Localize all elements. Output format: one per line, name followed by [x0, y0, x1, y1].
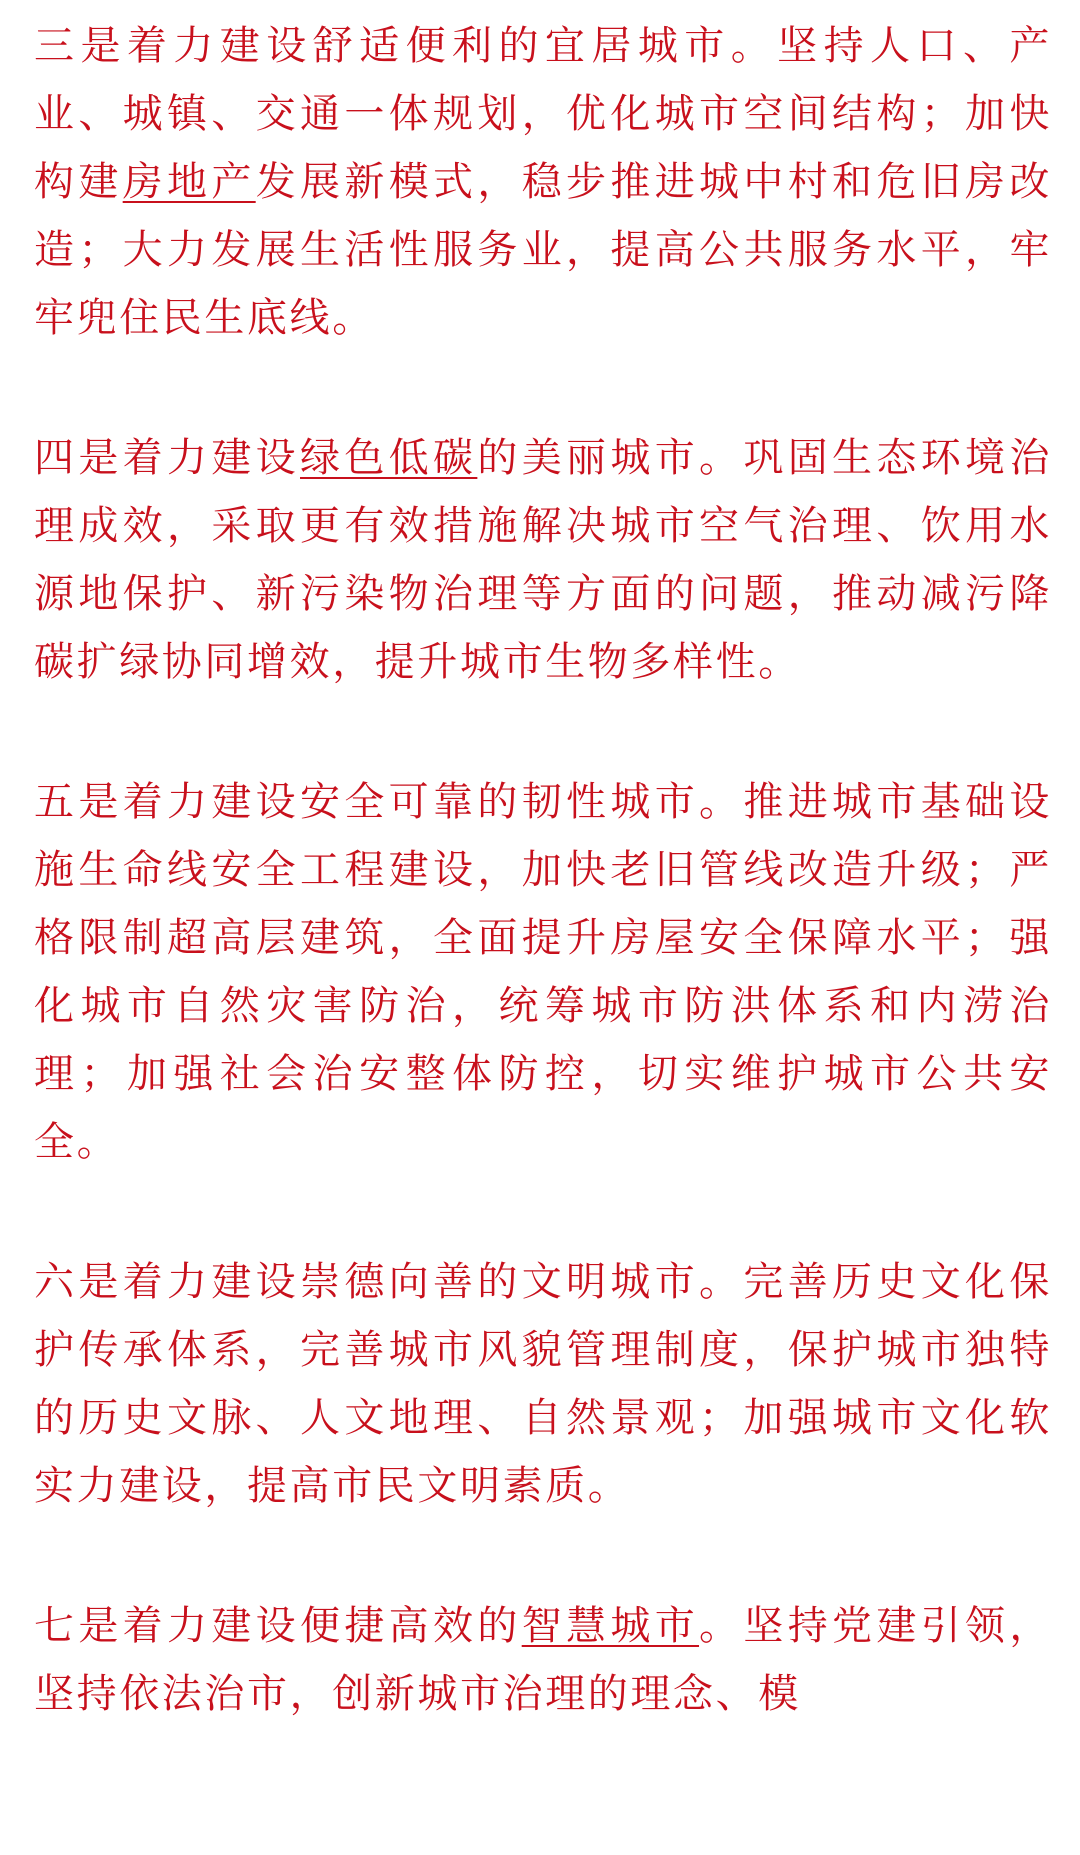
paragraph-green-city	[34, 424, 1052, 696]
paragraph-text: 的美丽城市。巩固生态环境治理成效，采取更有效措施解决城市空气治理、饮用水源地保护、新污染物治理等方面的问题，推动减污降碳扩绿协同增效，提升城市生物多样性。	[34, 435, 1052, 685]
paragraph-civilized-city	[34, 1248, 1052, 1520]
paragraph-text: 七是着力建设便捷高效的	[34, 1603, 522, 1649]
keyword-link-green-low-carbon[interactable]: 绿色低碳	[300, 435, 478, 481]
paragraph-text: 发展新模式，稳步推进城中村和危旧房改造；大力发展生活性服务业，提高公共服务水平，牢牢兜住民生底线。	[34, 159, 1052, 341]
paragraph-smart-city	[34, 1592, 1052, 1728]
keyword-link-smart-city[interactable]: 智慧城市	[521, 1603, 700, 1649]
article-body	[34, 12, 1052, 1800]
paragraph-text: 四是着力建设	[34, 435, 301, 481]
paragraph-resilient-city	[34, 768, 1052, 1176]
keyword-link-real-estate[interactable]: 房地产	[122, 159, 256, 205]
paragraph-text: 。坚持党建引领，坚持依法治市，创新城市治理的理念、模	[34, 1603, 1052, 1717]
paragraph-text: 三是着力建设舒适便利的宜居城市。坚持人口、产业、城镇、交通一体规划，优化城市空间结构；加快构建	[34, 23, 1052, 205]
paragraph-text: 六是着力建设崇德向善的文明城市。完善历史文化保护传承体系，完善城市风貌管理制度，保护城市独特的历史文脉、人文地理、自然景观；加强城市文化软实力建设，提高市民文明素质。	[34, 1259, 1052, 1509]
paragraph-livable-city	[34, 12, 1052, 352]
paragraph-text: 五是着力建设安全可靠的韧性城市。推进城市基础设施生命线安全工程建设，加快老旧管线改造升级；严格限制超高层建筑，全面提升房屋安全保障水平；强化城市自然灾害防治，统筹城市防洪体系和内涝治理；加强社会治安整体防控，切实维护城市公共安全。	[34, 779, 1052, 1165]
